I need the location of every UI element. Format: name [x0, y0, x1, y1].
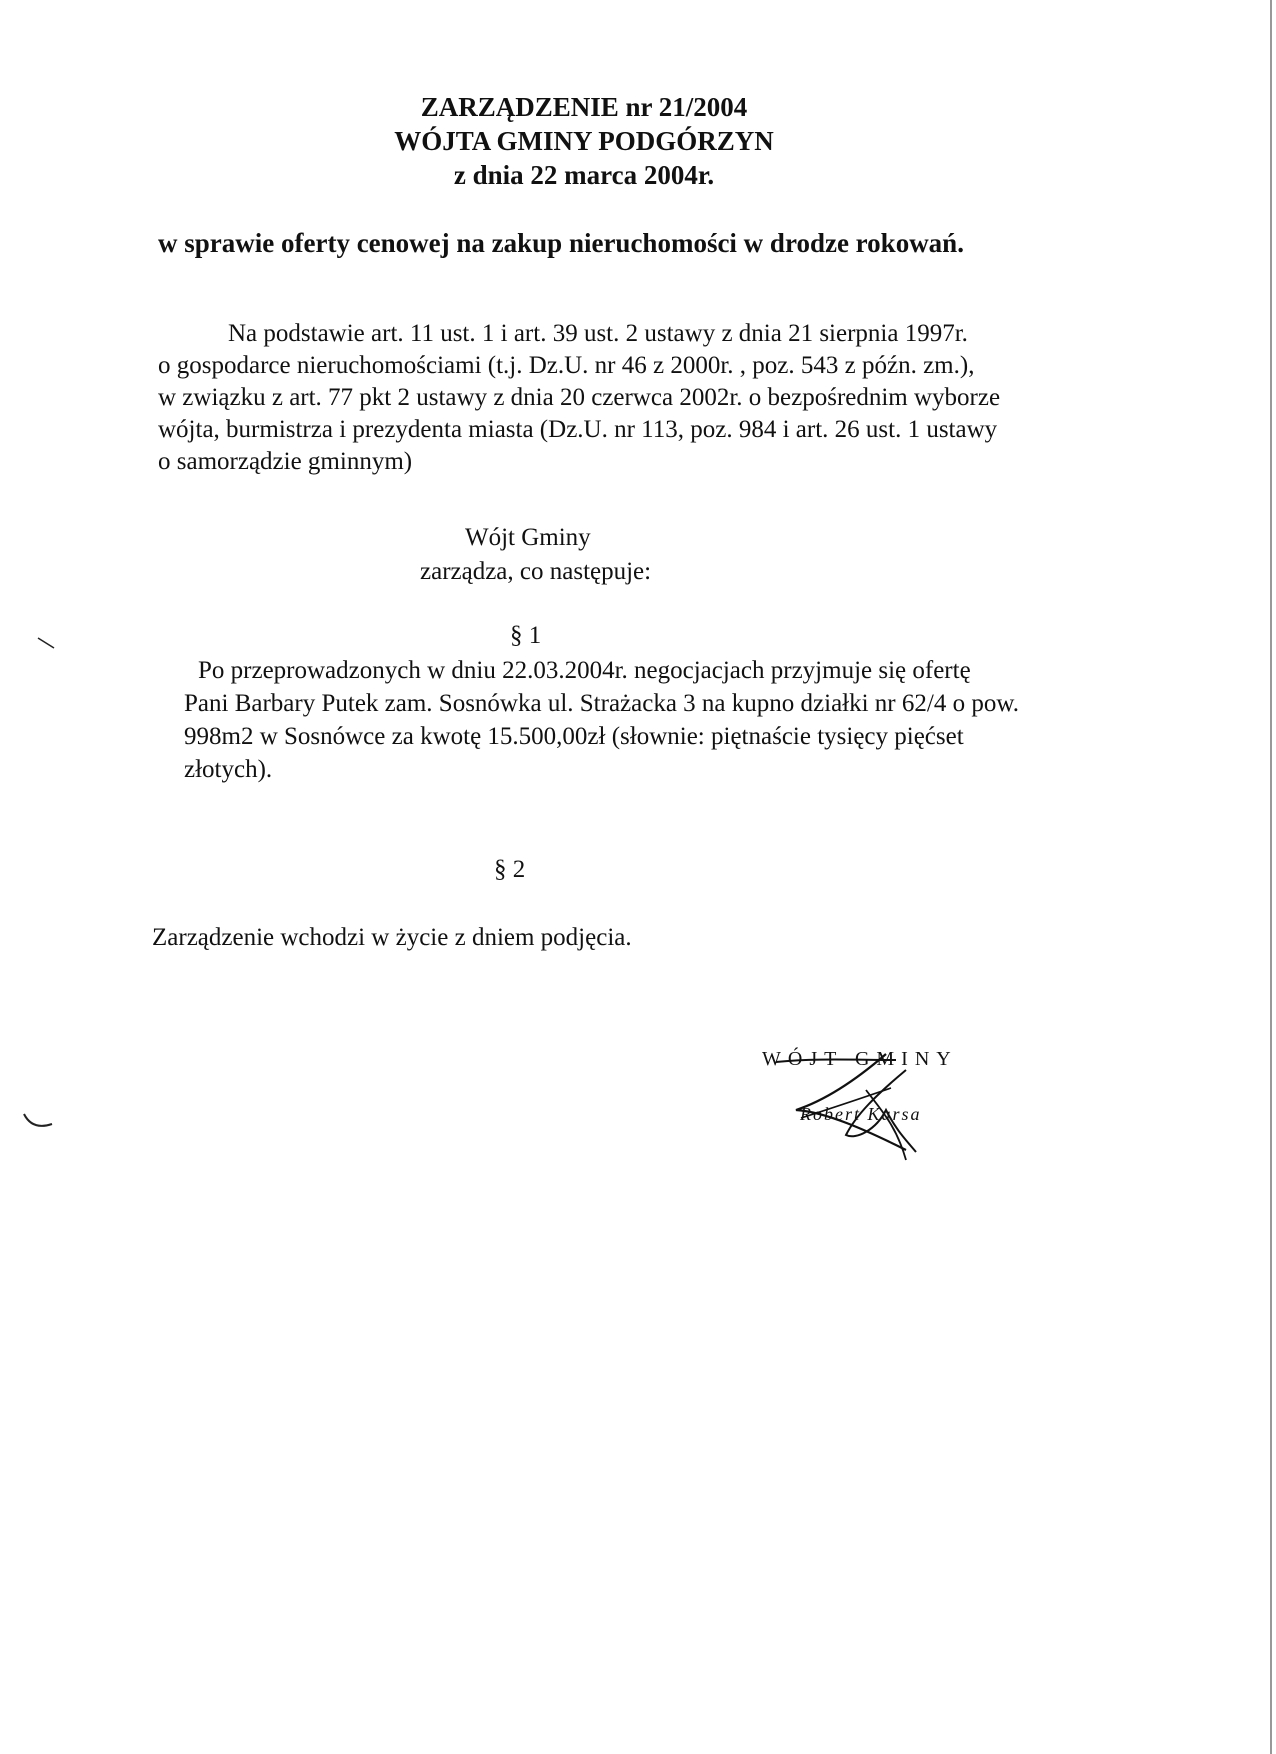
- section-1-line: Po przeprowadzonych w dniu 22.03.2004r. negocjacjach przyjmuje się ofertę: [198, 657, 971, 684]
- scan-edge: [1266, 0, 1276, 1754]
- stamp-title: WÓJT GMINY: [762, 1048, 958, 1070]
- legal-basis-line: o samorządzie gminnym): [158, 448, 413, 475]
- legal-basis-paragraph: [158, 318, 1158, 478]
- handwritten-signature: [756, 1040, 996, 1170]
- official-stamp: [756, 1040, 996, 1170]
- section-2-text: Zarządzenie wchodzi w życie z dniem podjęcia.: [152, 924, 632, 951]
- section-1-line: złotych).: [184, 756, 273, 783]
- decree-authority: Wójt Gminy: [465, 524, 591, 551]
- decree-orders: zarządza, co następuje:: [420, 558, 652, 585]
- section-1-line: 998m2 w Sosnówce za kwotę 15.500,00zł (słownie: piętnaście tysięcy pięćset: [184, 723, 964, 750]
- legal-basis-line: wójta, burmistrza i prezydenta miasta (Dz.U. nr 113, poz. 984 i art. 26 ust. 1 ustawy: [158, 416, 998, 443]
- scan-mark: [36, 636, 58, 650]
- document-date: z dnia 22 marca 2004r.: [453, 160, 715, 190]
- legal-basis-line: w związku z art. 77 pkt 2 ustawy z dnia 20 czerwca 2002r. o bezpośrednim wyborze: [158, 384, 1001, 411]
- legal-basis-line: Na podstawie art. 11 ust. 1 i art. 39 ust. 2 ustawy z dnia 21 sierpnia 1997r.: [228, 320, 968, 347]
- section-1-paragraph: [184, 654, 1184, 786]
- issuer-heading: WÓJTA GMINY PODGÓRZYN: [394, 126, 774, 156]
- section-1-mark: § 1: [510, 622, 542, 649]
- section-1-line: Pani Barbary Putek zam. Sosnówka ul. Strażacka 3 na kupno działki nr 62/4 o pow.: [184, 690, 1020, 717]
- legal-basis-line: o gospodarce nieruchomościami (t.j. Dz.U. nr 46 z 2000r. , poz. 543 z późn. zm.),: [158, 352, 975, 379]
- document-subject: w sprawie oferty cenowej na zakup nieruchomości w drodze rokowań.: [158, 228, 964, 258]
- section-2-mark: § 2: [494, 856, 526, 883]
- document-title: ZARZĄDZENIE nr 21/2004: [420, 92, 748, 122]
- stamp-name: Robert Karsa: [800, 1104, 922, 1124]
- scan-mark: [22, 1112, 56, 1132]
